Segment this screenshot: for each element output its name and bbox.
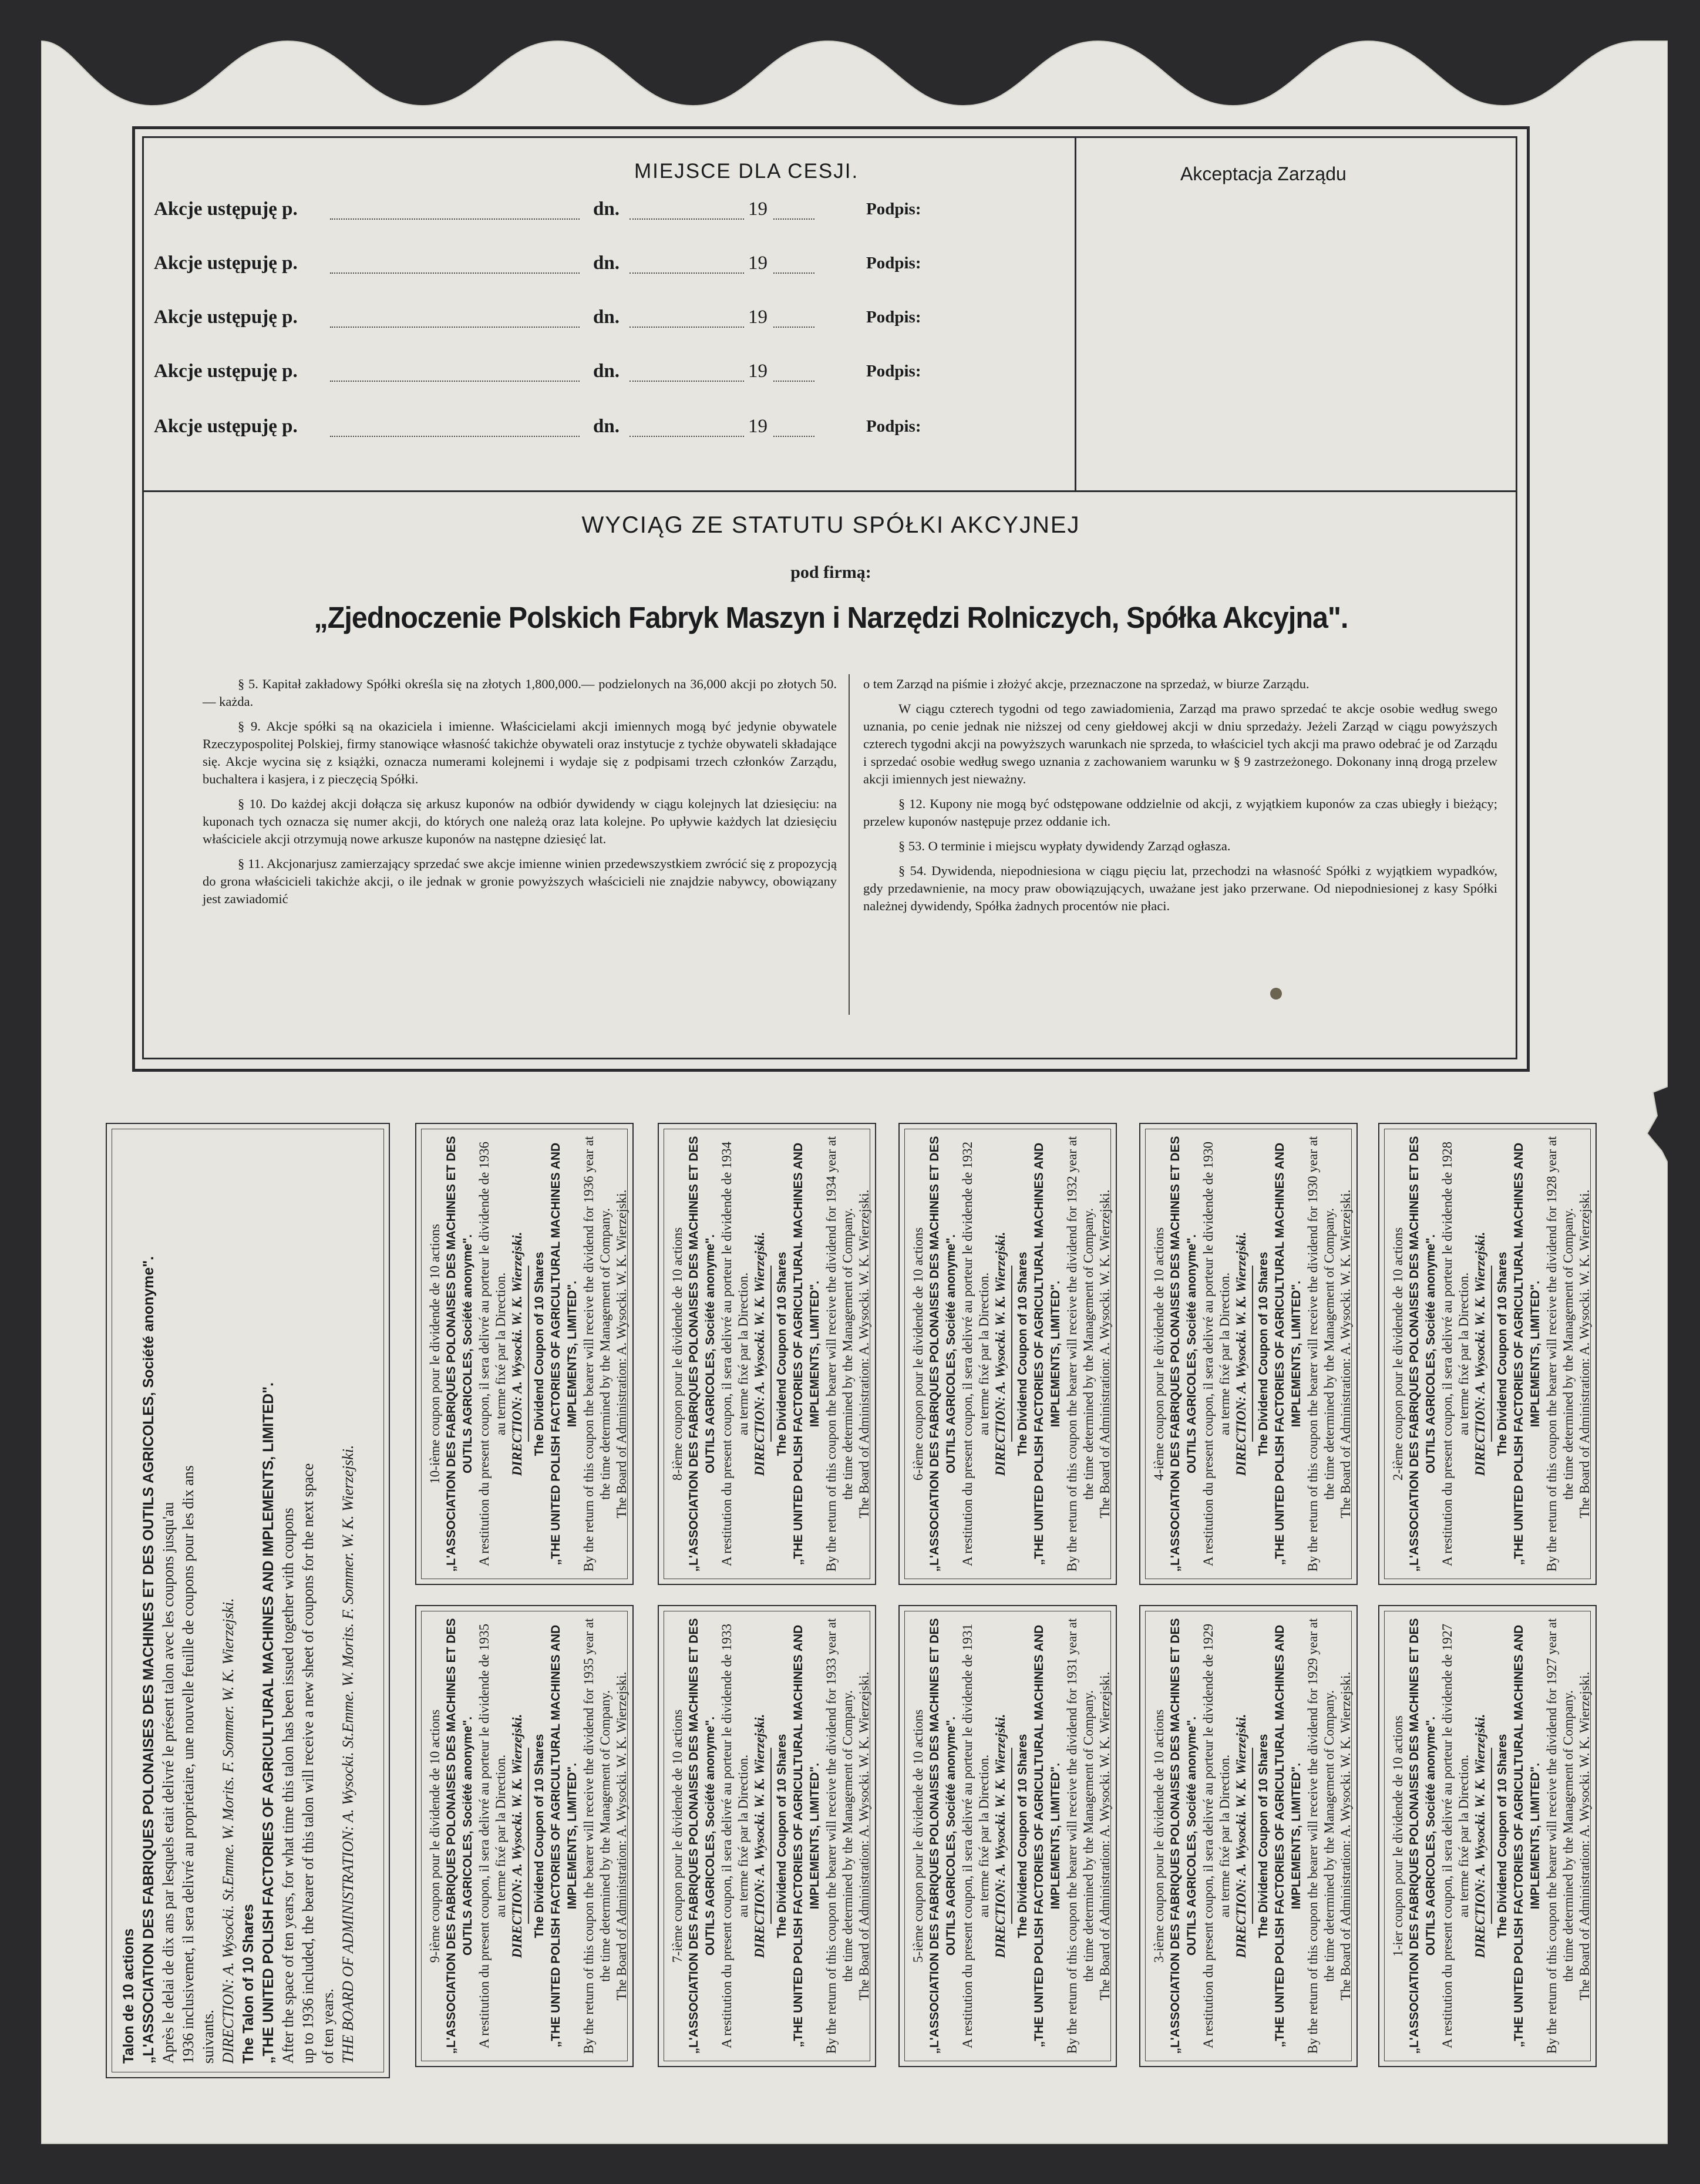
year-label: 19 xyxy=(748,361,767,382)
coupon-text xyxy=(910,1135,1113,1573)
coupon-line: DIRECTION: A. Wysocki. W. K. Wierzejski. xyxy=(1473,1714,1487,1958)
coupon-line: A restitution du present coupon, il sera delivré au porteur le dividende de 1927 au terme fixé par la Direction. xyxy=(1440,1623,1471,2049)
talon-line: up to 1936 included, the bearer of this talon will receive a new sheet of coupons for the next space xyxy=(299,1463,317,2064)
coupon-line: By the return of this coupon the bearer will receive the dividend for 1936 year at the time determined by the Management of Company. xyxy=(581,1136,612,1572)
coupon-line: DIRECTION: A. Wysocki. W. K. Wierzejski. xyxy=(1473,1231,1487,1476)
statute-divider xyxy=(142,490,1516,492)
talon-line: suivants. xyxy=(200,2010,217,2064)
date-label: dn. xyxy=(593,253,620,274)
coupon-line: A restitution du present coupon, il sera delivré au porteur le dividende de 1935 au terme fixé par la Direction. xyxy=(477,1623,508,2049)
statute-paragraph: o tem Zarząd na piśmie i złożyć akcje, przeznaczone na sprzedaż, w biurze Zarządu. xyxy=(863,677,1309,691)
talon-line: The Talon of 10 Shares xyxy=(240,1904,257,2064)
coupon-line: The Dividend Coupon of 10 Shares xyxy=(1257,1251,1270,1456)
dividend-coupon xyxy=(658,1123,876,1585)
statute-right-column xyxy=(863,675,1497,922)
coupon-line: DIRECTION: A. Wysocki. W. K. Wierzejski. xyxy=(993,1231,1008,1476)
coupon-line: The Board of Administration: A. Wysocki. W. K. Wierzejski. xyxy=(1098,1671,1112,2001)
dotted-line xyxy=(629,272,744,274)
coupon-text xyxy=(1390,1617,1593,2055)
statute-paragraph: § 11. Akcjonarjusz zamierzający sprzedać swe akcje imienne winien przedewszystkiem zwrócić się z propozycją do grona właścicieli takichże akcji, o ile jednak w gronie powyższych właścicieli nie znajdzie nabywcy, obowiązany jest zawiadomić xyxy=(203,856,837,906)
signature-label: Podpis: xyxy=(866,308,921,327)
coupon-line: DIRECTION: A. Wysocki. W. K. Wierzejski. xyxy=(752,1714,767,1958)
coupon-line: The Dividend Coupon of 10 Shares xyxy=(533,1734,546,1939)
dotted-line xyxy=(773,272,814,274)
dotted-line xyxy=(629,327,744,328)
statute-paragraph: § 9. Akcje spółki są na okaziciela i imienne. Właścicielami akcji imiennych mogą być jedynie obywatele Rzeczypospolitej Polskiej, firmy stanowiące własność takichże obywateli oraz instytucje z tychże obywateli składające się. Akcje wycina się z książki, oznacza numerami kolejnemi i wydaje się z podpisami trzech członków Zarządu, buchaltera i kasjera, i z pieczęcią Spółki. xyxy=(203,719,837,786)
statute-paragraph: W ciągu czterech tygodni od tego zawiadomienia, Zarząd ma prawo sprzedać te akcje osobie według swego uznania, po cenie jednak nie niższej od ceny giełdowej akcji w dniu sprzedaży. Jeżeli Zarząd w ciągu powyższych czterech tygodni akcji na powyższych warunkach nie sprzeda, to właściciel tych akcji ma prawo odebrać je od Zarządu i sprzedać osobie według swego uznania z zachowaniem warunku w § 9 zastrzeżonego. Dokonany inną drogą przelew akcji imiennych jest nieważny. xyxy=(863,701,1497,786)
coupon-text xyxy=(427,1617,630,2055)
cession-row xyxy=(154,307,1070,336)
dividend-coupon xyxy=(658,1605,876,2067)
statute-title: WYCIĄG ZE STATUTU SPÓŁKI AKCYJNEJ xyxy=(581,512,1080,538)
coupon-line: A restitution du present coupon, il sera delivré au porteur le dividende de 1936 au terme fixé par la Direction. xyxy=(477,1141,508,1567)
dividend-coupon xyxy=(1378,1605,1597,2067)
statute-paragraph: § 53. O terminie i miejscu wypłaty dywidendy Zarząd ogłasza. xyxy=(898,839,1231,853)
coupon-line: 8-ième coupon pour le dividende de 10 actions xyxy=(670,1227,685,1481)
statute-paragraph: § 5. Kapitał zakładowy Spółki określa się na złotych 1,800,000.— podzielonych na 36,000 akcji po złotych 50.— każda. xyxy=(203,677,837,709)
talon-line: „L'ASSOCIATION DES FABRIQUES POLONAISES DES MACHINES ET DES OUTILS AGRICOLES, Société anonyme". xyxy=(140,1256,157,2064)
year-label: 19 xyxy=(748,416,767,437)
coupon-line: The Dividend Coupon of 10 Shares xyxy=(1257,1734,1270,1939)
coupon-line: The Board of Administration: A. Wysocki. W. K. Wierzejski. xyxy=(1098,1189,1112,1519)
signature-label: Podpis: xyxy=(866,417,921,436)
coupon-line: The Board of Administration: A. Wysocki. W. K. Wierzejski. xyxy=(614,1189,629,1519)
coupon-rule xyxy=(1011,1748,1012,1924)
coupon-line: „THE UNITED POLISH FACTORIES OF AGRICULTURAL MACHINES AND IMPLEMENTS, LIMITED". xyxy=(792,1624,822,2048)
coupon-line: The Board of Administration: A. Wysocki. W. K. Wierzejski. xyxy=(1338,1189,1353,1519)
cession-title: MIEJSCE DLA CESJI. xyxy=(634,160,859,183)
coupon-line: By the return of this coupon the bearer will receive the dividend for 1932 year at the time determined by the Management of Company. xyxy=(1065,1136,1096,1572)
dotted-line xyxy=(330,381,580,382)
date-label: dn. xyxy=(593,198,620,220)
coupon-line: „L'ASSOCIATION DES FABRIQUES POLONAISES DES MACHINES ET DES OUTILS AGRICOLES, Société anonyme". xyxy=(1408,1136,1438,1572)
company-name: „Zjednoczenie Polskich Fabryk Maszyn i Narzędzi Rolniczych, Spółka Akcyjna". xyxy=(314,601,1348,634)
coupon-line: „THE UNITED POLISH FACTORIES OF AGRICULTURAL MACHINES AND IMPLEMENTS, LIMITED". xyxy=(1032,1624,1062,2048)
coupon-line: By the return of this coupon the bearer will receive the dividend for 1930 year at the time determined by the Management of Company. xyxy=(1305,1136,1337,1572)
coupon-line: 4-ième coupon pour le dividende de 10 actions xyxy=(1152,1227,1166,1481)
dotted-line xyxy=(330,272,580,274)
coupon-line: 10-ième coupon pour le dividende de 10 actions xyxy=(427,1224,442,1484)
coupon-line: 7-ième coupon pour le dividende de 10 actions xyxy=(670,1709,685,1963)
coupon-rule xyxy=(770,1748,772,1924)
year-label: 19 xyxy=(748,253,767,274)
dividend-coupon xyxy=(1378,1123,1597,1585)
dotted-line xyxy=(330,218,580,220)
dotted-line xyxy=(773,327,814,328)
cession-row xyxy=(154,416,1070,445)
coupon-line: By the return of this coupon the bearer will receive the dividend for 1929 year at the time determined by the Management of Company. xyxy=(1305,1618,1337,2054)
coupon-line: DIRECTION: A. Wysocki. W. K. Wierzejski. xyxy=(1234,1231,1248,1476)
talon-line: „THE UNITED POLISH FACTORIES OF AGRICULTURAL MACHINES AND IMPLEMENTS, LIMITED". xyxy=(260,1382,277,2064)
coupon-line: A restitution du present coupon, il sera delivré au porteur le dividende de 1930 au terme fixé par la Direction. xyxy=(1201,1141,1232,1567)
coupon-text xyxy=(1151,1617,1354,2055)
coupon-line: The Dividend Coupon of 10 Shares xyxy=(775,1734,789,1939)
talon-box xyxy=(106,1123,390,2078)
coupon-line: A restitution du present coupon, il sera delivré au porteur le dividende de 1929 au terme fixé par la Direction. xyxy=(1201,1623,1232,2049)
year-label: 19 xyxy=(748,198,767,220)
statute-paragraph: § 54. Dywidenda, niepodniesiona w ciągu pięciu lat, przechodzi na własność Spółki z wyjątkiem wypadków, gdy przedawnienie, na mocy praw obowiązujących, uważane jest jako przerwane. Od niepodniesionej z kasy Spółki należnej dywidendy, Spółka żadnych procentów nie płaci. xyxy=(863,863,1497,913)
coupon-line: The Board of Administration: A. Wysocki. W. K. Wierzejski. xyxy=(1577,1189,1592,1519)
coupon-line: DIRECTION: A. Wysocki. W. K. Wierzejski. xyxy=(510,1714,524,1958)
dividend-coupon xyxy=(415,1123,634,1585)
coupon-line: By the return of this coupon the bearer will receive the dividend for 1933 year at the time determined by the Management of Company. xyxy=(824,1618,855,2054)
dividend-coupon xyxy=(1139,1605,1358,2067)
coupon-line: „THE UNITED POLISH FACTORIES OF AGRICULTURAL MACHINES AND IMPLEMENTS, LIMITED". xyxy=(1032,1142,1062,1566)
coupon-text xyxy=(669,1135,873,1573)
dividend-coupon xyxy=(898,1123,1117,1585)
year-label: 19 xyxy=(748,307,767,328)
talon-line: Talon de 10 actions xyxy=(120,1928,137,2064)
dotted-line xyxy=(773,218,814,220)
dotted-line xyxy=(629,381,744,382)
cession-row xyxy=(154,253,1070,282)
coupon-line: By the return of this coupon the bearer will receive the dividend for 1927 year at the time determined by the Management of Company. xyxy=(1544,1618,1576,2054)
coupon-line: 9-ième coupon pour le dividende de 10 actions xyxy=(427,1709,442,1963)
talon-line: Après le delai de dix ans par lesquels etait delivré le présent talon avec les coupons jusqu'au xyxy=(160,1502,177,2064)
dividend-coupon xyxy=(1139,1123,1358,1585)
signature-label: Podpis: xyxy=(866,254,921,272)
coupon-line: The Board of Administration: A. Wysocki. W. K. Wierzejski. xyxy=(857,1671,871,2001)
cession-label: Akcje ustępuję p. xyxy=(154,416,298,437)
dotted-line xyxy=(330,327,580,328)
coupon-line: 3-ième coupon pour le dividende de 10 actions xyxy=(1152,1709,1166,1963)
statute-paragraph: § 12. Kupony nie mogą być odstępowane oddzielnie od akcji, z wyjątkiem kuponów za czas ubiegły i bieżący; przelew kuponów następuje przez oddanie ich. xyxy=(863,796,1497,829)
coupon-line: The Dividend Coupon of 10 Shares xyxy=(533,1251,546,1456)
coupon-line: DIRECTION: A. Wysocki. W. K. Wierzejski. xyxy=(510,1231,524,1476)
dotted-line xyxy=(629,218,744,220)
coupon-line: DIRECTION: A. Wysocki. W. K. Wierzejski. xyxy=(1234,1714,1248,1958)
statute-column-separator xyxy=(849,674,850,1015)
coupon-line: „L'ASSOCIATION DES FABRIQUES POLONAISES DES MACHINES ET DES OUTILS AGRICOLES, Société anonyme". xyxy=(687,1618,717,2054)
coupon-line: „L'ASSOCIATION DES FABRIQUES POLONAISES DES MACHINES ET DES OUTILS AGRICOLES, Société anonyme". xyxy=(928,1136,958,1572)
coupon-line: „THE UNITED POLISH FACTORIES OF AGRICULTURAL MACHINES AND IMPLEMENTS, LIMITED". xyxy=(549,1624,579,2048)
coupon-rule xyxy=(1252,1266,1253,1442)
coupon-text xyxy=(669,1617,873,2055)
coupon-line: „THE UNITED POLISH FACTORIES OF AGRICULTURAL MACHINES AND IMPLEMENTS, LIMITED". xyxy=(1512,1624,1542,2048)
coupon-line: The Board of Administration: A. Wysocki. W. K. Wierzejski. xyxy=(1338,1671,1353,2001)
coupon-line: 1-ier coupon pour le dividende de 10 actions xyxy=(1391,1715,1405,1957)
dividend-coupon xyxy=(415,1605,634,2067)
coupon-line: A restitution du present coupon, il sera delivré au porteur le dividende de 1934 au terme fixé par la Direction. xyxy=(719,1141,750,1567)
coupon-line: By the return of this coupon the bearer will receive the dividend for 1931 year at the time determined by the Management of Company. xyxy=(1065,1618,1096,2054)
talon-line: of ten years. xyxy=(319,1988,336,2064)
coupon-line: „THE UNITED POLISH FACTORIES OF AGRICULTURAL MACHINES AND IMPLEMENTS, LIMITED". xyxy=(792,1142,822,1566)
coupon-line: „L'ASSOCIATION DES FABRIQUES POLONAISES DES MACHINES ET DES OUTILS AGRICOLES, Société anonyme". xyxy=(445,1618,474,2054)
coupon-line: By the return of this coupon the bearer will receive the dividend for 1928 year at the time determined by the Management of Company. xyxy=(1544,1136,1576,1572)
dotted-line xyxy=(330,436,580,437)
coupon-line: The Dividend Coupon of 10 Shares xyxy=(775,1251,789,1456)
coupon-line: „THE UNITED POLISH FACTORIES OF AGRICULTURAL MACHINES AND IMPLEMENTS, LIMITED". xyxy=(1512,1142,1542,1566)
dotted-line xyxy=(773,436,814,437)
coupon-line: „THE UNITED POLISH FACTORIES OF AGRICULTURAL MACHINES AND IMPLEMENTS, LIMITED". xyxy=(1273,1142,1303,1566)
date-label: dn. xyxy=(593,416,620,437)
coupon-line: The Dividend Coupon of 10 Shares xyxy=(1016,1734,1029,1939)
coupon-rule xyxy=(1011,1266,1012,1442)
coupon-line: The Board of Administration: A. Wysocki. W. K. Wierzejski. xyxy=(857,1189,871,1519)
coupon-text xyxy=(1390,1135,1593,1573)
coupon-rule xyxy=(528,1266,529,1442)
cession-row xyxy=(154,198,1070,228)
coupon-line: „THE UNITED POLISH FACTORIES OF AGRICULTURAL MACHINES AND IMPLEMENTS, LIMITED". xyxy=(1273,1624,1303,2048)
coupon-line: „L'ASSOCIATION DES FABRIQUES POLONAISES DES MACHINES ET DES OUTILS AGRICOLES, Société anonyme". xyxy=(1169,1618,1199,2054)
coupon-line: A restitution du present coupon, il sera delivré au porteur le dividende de 1933 au terme fixé par la Direction. xyxy=(719,1623,750,2049)
coupon-line: 2-ième coupon pour le dividende de 10 actions xyxy=(1391,1227,1405,1481)
statute-left-column xyxy=(203,675,837,915)
dotted-line xyxy=(773,381,814,382)
coupon-text xyxy=(910,1617,1113,2055)
talon-line: THE BOARD OF ADMINISTRATION: A. Wysocki. St.Emme. W. Morits. F. Sommer. W. K. Wierzejski. xyxy=(339,1445,356,2064)
talon-text xyxy=(119,1142,358,2064)
coupon-line: „THE UNITED POLISH FACTORIES OF AGRICULTURAL MACHINES AND IMPLEMENTS, LIMITED". xyxy=(549,1142,579,1566)
acceptance-title: Akceptacja Zarządu xyxy=(1180,163,1346,184)
cession-label: Akcje ustępuję p. xyxy=(154,361,298,382)
statute-paragraph: § 10. Do każdej akcji dołącza się arkusz kuponów na odbiór dywidendy w ciągu kolejnych lat dziesięciu: na kuponach tych oznacza się numer akcji, do których one należą oraz lata kolejne. Po upływie każdych lat dziesięciu właściciele akcji otrzymują nowe arkusze kuponów na następne dziesięć lat. xyxy=(203,796,837,846)
coupon-line: The Board of Administration: A. Wysocki. W. K. Wierzejski. xyxy=(614,1671,629,2001)
talon-line: 1936 inclusivemet, il sera delivré au proprietaire, une nouvelle feuille de coupons pour les dix ans xyxy=(180,1465,197,2064)
coupon-line: By the return of this coupon the bearer will receive the dividend for 1935 year at the time determined by the Management of Company. xyxy=(581,1618,612,2054)
coupon-line: A restitution du present coupon, il sera delivré au porteur le dividende de 1932 au terme fixé par la Direction. xyxy=(960,1141,991,1567)
date-label: dn. xyxy=(593,361,620,382)
coupon-line: „L'ASSOCIATION DES FABRIQUES POLONAISES DES MACHINES ET DES OUTILS AGRICOLES, Société anonyme". xyxy=(928,1618,958,2054)
coupon-line: 6-ième coupon pour le dividende de 10 actions xyxy=(911,1227,925,1481)
coupon-line: „L'ASSOCIATION DES FABRIQUES POLONAISES DES MACHINES ET DES OUTILS AGRICOLES, Société anonyme". xyxy=(1169,1136,1199,1572)
coupon-rule xyxy=(1252,1748,1253,1924)
coupon-line: A restitution du present coupon, il sera delivré au porteur le dividende de 1928 au terme fixé par la Direction. xyxy=(1440,1141,1471,1567)
coupon-line: By the return of this coupon the bearer will receive the dividend for 1934 year at the time determined by the Management of Company. xyxy=(824,1136,855,1572)
coupon-text xyxy=(427,1135,630,1573)
coupon-line: DIRECTION: A. Wysocki. W. K. Wierzejski. xyxy=(993,1714,1008,1958)
coupon-line: DIRECTION: A. Wysocki. W. K. Wierzejski. xyxy=(752,1231,767,1476)
coupon-line: The Dividend Coupon of 10 Shares xyxy=(1016,1251,1029,1456)
stamp-mark xyxy=(1270,988,1282,1000)
coupon-rule xyxy=(1491,1266,1492,1442)
talon-line: DIRECTION: A. Wysocki. St.Emme. W. Morits. F. Sommer. W. K. Wierzejski. xyxy=(220,1598,237,2064)
talon-line: After the space of ten years, for what time this talon has been issued together with coupons xyxy=(280,1507,297,2064)
coupon-line: The Dividend Coupon of 10 Shares xyxy=(1496,1251,1509,1456)
cession-divider xyxy=(1075,136,1076,492)
cession-label: Akcje ustępuję p. xyxy=(154,253,298,274)
coupon-line: The Dividend Coupon of 10 Shares xyxy=(1496,1734,1509,1939)
statute-subtitle: pod firmą: xyxy=(790,563,871,582)
cession-label: Akcje ustępuję p. xyxy=(154,198,298,220)
dotted-line xyxy=(629,436,744,437)
coupon-text xyxy=(1151,1135,1354,1573)
date-label: dn. xyxy=(593,307,620,328)
dividend-coupon xyxy=(898,1605,1117,2067)
coupon-line: 5-ième coupon pour le dividende de 10 actions xyxy=(911,1709,925,1963)
signature-label: Podpis: xyxy=(866,200,921,218)
coupon-rule xyxy=(1491,1748,1492,1924)
cession-label: Akcje ustępuję p. xyxy=(154,307,298,328)
coupon-rule xyxy=(528,1748,529,1924)
signature-label: Podpis: xyxy=(866,362,921,381)
coupon-line: The Board of Administration: A. Wysocki. W. K. Wierzejski. xyxy=(1577,1671,1592,2001)
coupon-line: „L'ASSOCIATION DES FABRIQUES POLONAISES DES MACHINES ET DES OUTILS AGRICOLES, Société anonyme". xyxy=(445,1136,474,1572)
coupon-line: „L'ASSOCIATION DES FABRIQUES POLONAISES DES MACHINES ET DES OUTILS AGRICOLES, Société anonyme". xyxy=(1408,1618,1438,2054)
coupon-line: „L'ASSOCIATION DES FABRIQUES POLONAISES DES MACHINES ET DES OUTILS AGRICOLES, Société anonyme". xyxy=(687,1136,717,1572)
coupon-rule xyxy=(770,1266,772,1442)
coupon-line: A restitution du present coupon, il sera delivré au porteur le dividende de 1931 au terme fixé par la Direction. xyxy=(960,1623,991,2049)
cession-row xyxy=(154,361,1070,390)
